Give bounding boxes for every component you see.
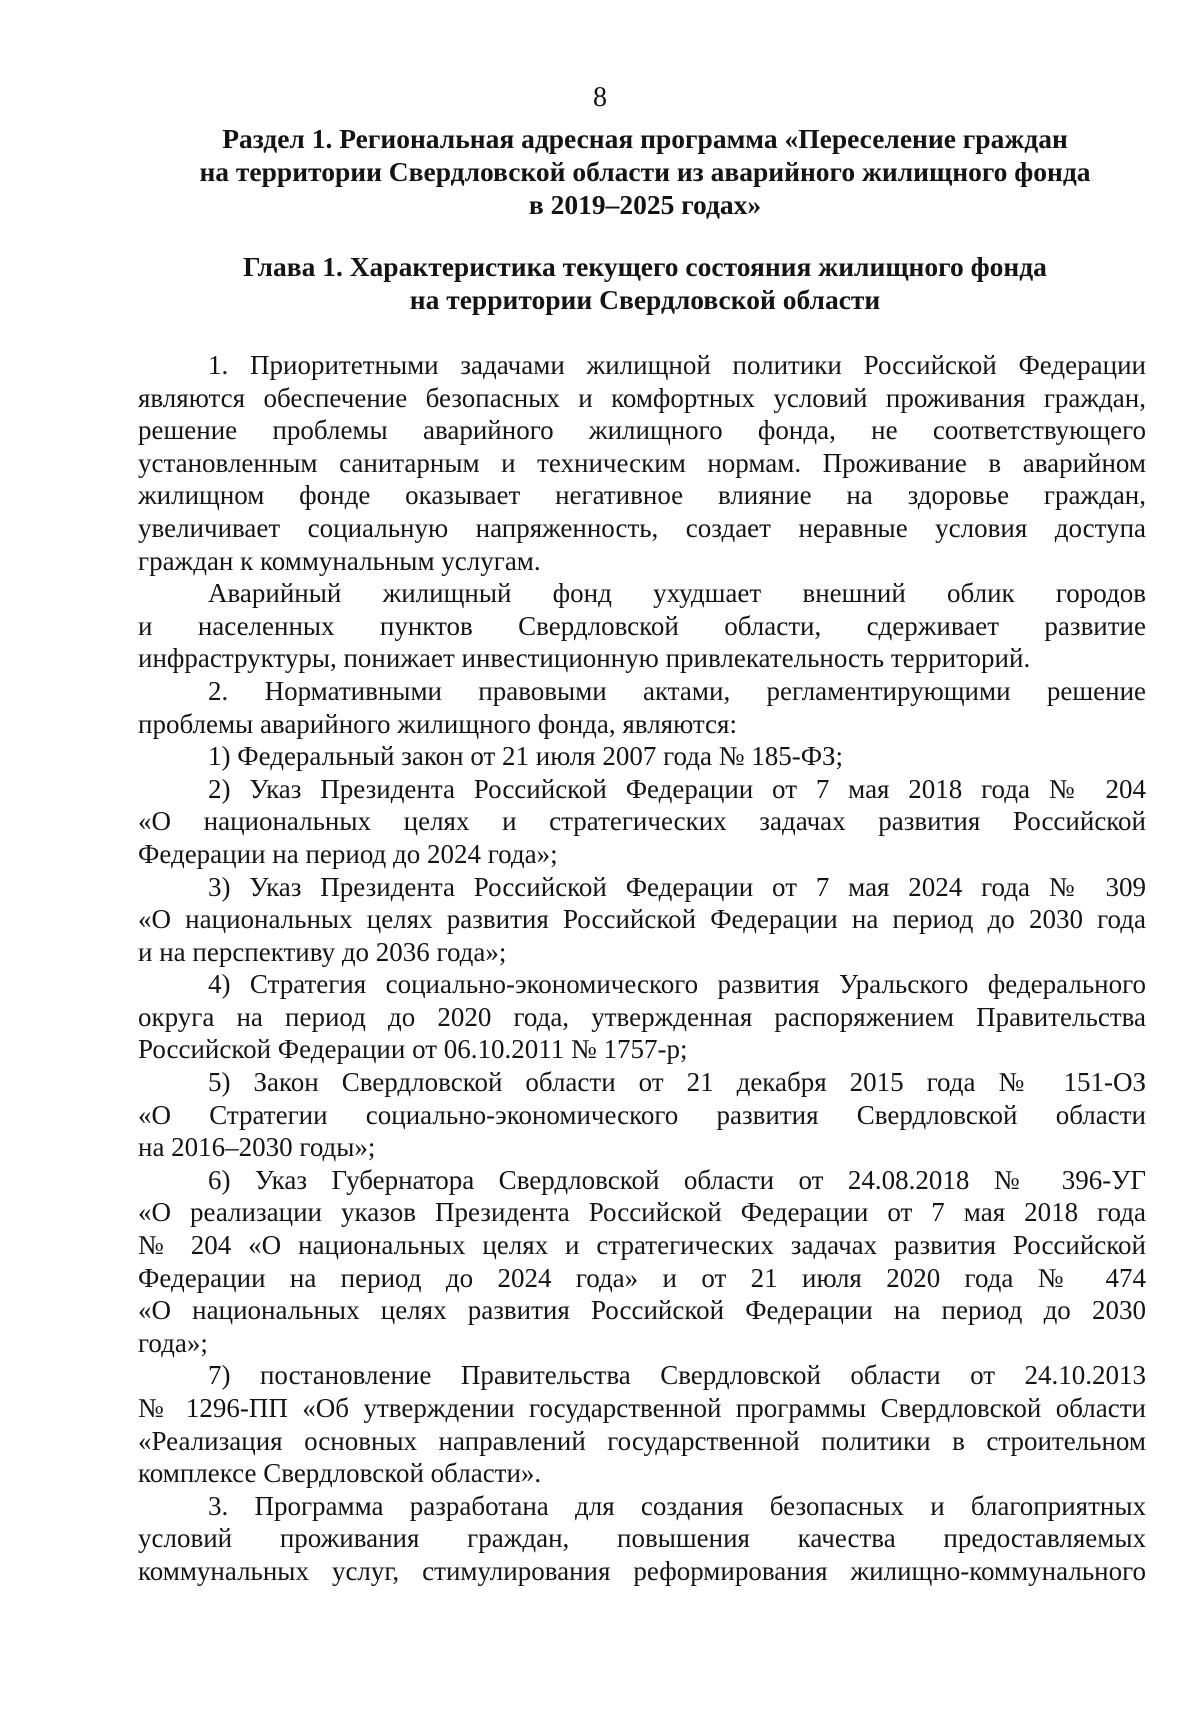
paragraph [138, 577, 1146, 675]
paragraph-line: Федерации на период до 2024 года»; [138, 838, 558, 869]
paragraph-line: Федерации на период до 2024 года» и от 21 июля 2020 года № 474 [138, 1262, 1146, 1293]
paragraph-line: округа на период до 2020 года, утвержденная распоряжением Правительства [138, 1001, 1146, 1032]
paragraph-line: «Реализация основных направлений государственной политики в строительном [138, 1425, 1146, 1456]
paragraph-line: № 204 «О национальных целях и стратегических задачах развития Российской [138, 1230, 1146, 1261]
paragraph-line: и населенных пунктов Свердловской области, сдерживает развитие [138, 610, 1146, 641]
paragraph [138, 968, 1146, 1066]
paragraph [138, 1359, 1146, 1489]
paragraph-line: инфраструктуры, понижает инвестиционную привлекательность территорий. [138, 643, 1031, 674]
paragraph-line: условий проживания граждан, повышения качества предоставляемых [138, 1523, 1146, 1554]
paragraph-line: «О национальных целях развития Российской Федерации на период до 2030 года [138, 904, 1146, 935]
paragraph [138, 1066, 1146, 1164]
paragraph-line: Аварийный жилищный фонд ухудшает внешний облик городов [208, 578, 1146, 609]
paragraph-line: проблемы аварийного жилищного фонда, являются: [138, 708, 737, 739]
paragraph-line: на 2016–2030 годы»; [138, 1132, 376, 1163]
paragraph-line: 1. Приоритетными задачами жилищной политики Российской Федерации [208, 350, 1146, 380]
paragraph [138, 675, 1146, 740]
paragraph-line: Российской Федерации от 06.10.2011 № 1757-р; [138, 1034, 688, 1065]
paragraph-line: года»; [138, 1327, 208, 1358]
paragraph-line: комплексе Свердловской области». [138, 1458, 542, 1489]
paragraph-line: «О Стратегии социально-экономического развития Свердловской области [138, 1099, 1146, 1130]
paragraph-line: 6) Указ Губернатора Свердловской области от 24.08.2018 № 396-УГ [208, 1164, 1146, 1195]
paragraph-line: «О реализации указов Президента Российской Федерации от 7 мая 2018 года [138, 1197, 1146, 1228]
section-title-line: Раздел 1. Региональная адресная программа «Переселение граждан [222, 123, 1068, 154]
paragraph-line: граждан к коммунальным услугам. [138, 545, 541, 576]
section-title-line: на территории Свердловской области из аварийного жилищного фонда [199, 156, 1091, 187]
paragraph-line: 3. Программа разработана для создания безопасных и благоприятных [208, 1490, 1146, 1521]
paragraph-line: 2. Нормативными правовыми актами, регламентирующими решение [208, 675, 1146, 706]
paragraph-line: решение проблемы аварийного жилищного фонда, не соответствующего [138, 415, 1146, 446]
paragraph-line: являются обеспечение безопасных и комфортных условий проживания граждан, [138, 382, 1146, 413]
paragraph-line: 3) Указ Президента Российской Федерации от 7 мая 2024 года № 309 [208, 871, 1146, 902]
paragraph [138, 871, 1146, 969]
paragraph-line: увеличивает социальную напряженность, создает неравные условия доступа [138, 512, 1146, 543]
section-title [150, 122, 1140, 221]
body-text [138, 349, 1146, 1588]
paragraph-line: коммунальных услуг, стимулирования реформирования жилищно-коммунального [138, 1555, 1146, 1586]
paragraph-line: и на перспективу до 2036 года»; [138, 936, 507, 967]
page-number: 8 [593, 82, 607, 113]
paragraph [138, 1164, 1146, 1360]
paragraph [138, 773, 1146, 871]
paragraph [138, 349, 1146, 577]
paragraph-line: 4) Стратегия социально-экономического развития Уральского федерального [208, 969, 1146, 1000]
paragraph-line: жилищном фонде оказывает негативное влияние на здоровье граждан, [138, 480, 1146, 511]
paragraph-line: установленным санитарным и техническим нормам. Проживание в аварийном [138, 447, 1146, 478]
paragraph [138, 1490, 1146, 1588]
paragraph-line: 2) Указ Президента Российской Федерации от 7 мая 2018 года № 204 [208, 773, 1146, 804]
paragraph-line: № 1296-ПП «Об утверждении государственной программы Свердловской области [138, 1393, 1146, 1423]
paragraph [138, 740, 1146, 773]
section-title-line: в 2019–2025 годах» [528, 189, 762, 220]
chapter-title-line: на территории Свердловской области [409, 284, 881, 315]
chapter-title [150, 250, 1140, 316]
paragraph-line: 5) Закон Свердловской области от 21 декабря 2015 года № 151-ОЗ [208, 1067, 1146, 1098]
paragraph-line: 1) Федеральный закон от 21 июля 2007 года № 185-ФЗ; [208, 741, 844, 772]
paragraph-line: «О национальных целях развития Российской Федерации на период до 2030 [138, 1295, 1146, 1326]
chapter-title-line: Глава 1. Характеристика текущего состояния жилищного фонда [243, 251, 1047, 282]
paragraph-line: 7) постановление Правительства Свердловской области от 24.10.2013 [208, 1360, 1146, 1391]
paragraph-line: «О национальных целях и стратегических задачах развития Российской [138, 806, 1146, 837]
